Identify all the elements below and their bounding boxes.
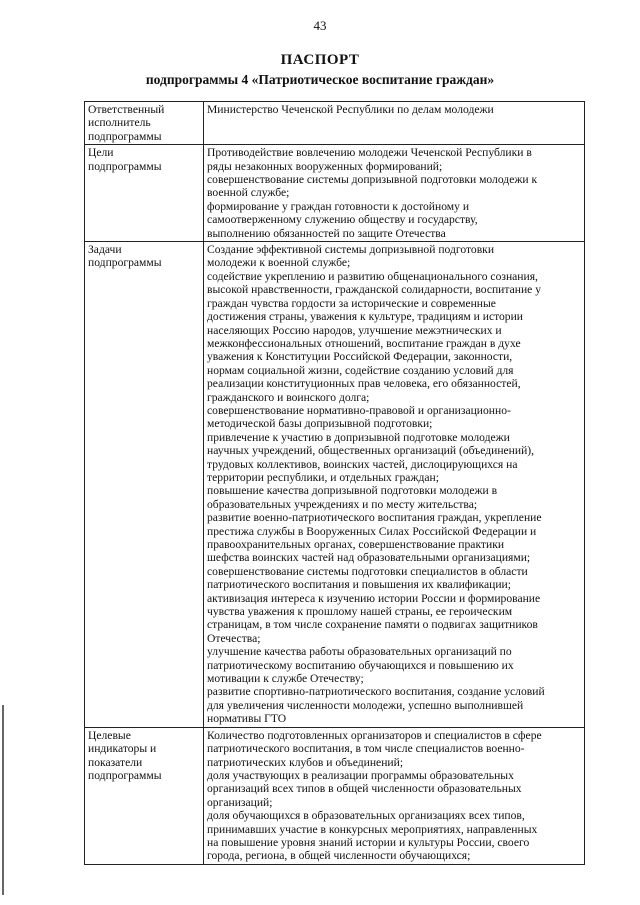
row-content-line: развитие военно-патриотического воспитания граждан, укрепление [207, 511, 542, 525]
row-content-line: улучшение качества работы образовательных организаций по [207, 645, 512, 659]
row-responsible-executor [85, 102, 585, 145]
row-content-line: доля обучающихся в образовательных организациях всех типов, [207, 809, 525, 823]
row-content-line: образовательных учреждениях и по месту жительства; [207, 497, 478, 511]
row-content-cell [204, 242, 585, 728]
row-content-line: научных учреждений, общественных организаций (объединений), [207, 444, 535, 458]
row-content-line: престижа службы в Вооруженных Силах Российской Федерации и [207, 524, 537, 538]
row-content-line: на повышение уровня знаний истории и культуры России, своего [207, 835, 530, 849]
document-subtitle: подпрограммы 4 «Патриотическое воспитание граждан» [145, 72, 495, 87]
row-content-cell [204, 102, 585, 145]
row-content-cell [204, 727, 585, 864]
row-content-line: чувства уважения к прошлому нашей страны, ее героическим [207, 605, 513, 619]
scan-edge-mark [2, 705, 4, 895]
row-label-line: Цели [88, 146, 114, 160]
row-indicators [85, 727, 585, 864]
row-content-line: содействие укреплению и развитию общенационального сознания, [207, 269, 538, 283]
row-content-line: привлечение к участию в допризывной подготовке молодежи [207, 430, 510, 444]
row-content-line: страницам, в том числе сохранение памяти о подвигах защитников [207, 618, 538, 632]
row-content-line: Количество подготовленных организаторов и специалистов в сфере [207, 728, 542, 742]
row-content-line: развитие спортивно-патриотического воспитания, создание условий [207, 685, 545, 699]
row-content-line: формирование у граждан готовности к достойному и [207, 199, 470, 213]
row-content-line: ряды незаконных вооруженных формирований; [207, 159, 443, 173]
row-label-line: показатели [88, 755, 143, 769]
row-content-line: организаций; [207, 795, 273, 809]
row-content-line: повышение качества допризывной подготовки молодежи в [207, 484, 498, 498]
row-content-line: активизация интереса к изучению истории России и формирование [207, 591, 541, 605]
row-content-cell [204, 145, 585, 242]
row-content-line: города, региона, в общей численности обучающихся; [207, 849, 471, 863]
row-label-line: исполнитель [88, 116, 151, 130]
row-content-line: шефства воинских частей над образовательными организациями; [207, 551, 531, 565]
row-content-line: высокой нравственности, гражданской солидарности, воспитание у [207, 283, 541, 297]
row-content-line: Противодействие вовлечению молодежи Чеченской Республики в [207, 146, 532, 160]
row-label-line: Целевые [88, 728, 131, 742]
row-content-line: Создание эффективной системы допризывной подготовки [207, 243, 495, 257]
row-content-line: патриотического воспитания и повышения их квалификации; [207, 578, 511, 592]
row-content-line: совершенствование системы допризывной подготовки молодежи к [207, 173, 538, 187]
row-content-line: правоохранительных органах, совершенствование практики [207, 538, 505, 551]
row-tasks [85, 242, 585, 728]
row-content-line: патриотических клубов и объединений; [207, 755, 404, 769]
row-content-line: мотивации к службе Отечеству; [207, 672, 364, 686]
row-content-line: уважения к Конституции Российской Федерации, законности, [207, 350, 513, 364]
row-content-line: гражданского и воинского долга; [207, 390, 370, 404]
row-content-line: молодежи к военной службе; [207, 256, 351, 270]
row-content-line: нормам социальной жизни, содействие созданию условий для [207, 363, 514, 377]
row-label-line: подпрограммы [88, 768, 162, 782]
row-content-line: населяющих Россию народов, улучшение межэтнических и [207, 323, 502, 337]
row-content-line: самоотверженному служению обществу и государству, [207, 213, 478, 227]
row-content-line: патриотического воспитания, в том числе специалистов военно- [207, 742, 525, 756]
row-content-line: Министерство Чеченской Республики по делам молодежи [207, 103, 494, 116]
row-content-line: территории республики, и отдельных граждан; [207, 470, 439, 484]
row-content-line: нормативы ГТО [207, 712, 287, 726]
row-content-line: достижения страны, уважения к культуре, традициям и истории [207, 310, 524, 324]
row-content-line: совершенствование нормативно-правовой и организационно- [207, 403, 511, 417]
row-label-cell [85, 145, 204, 242]
row-label-line: Ответственный [88, 103, 165, 116]
row-label-line: индикаторы и [88, 742, 157, 756]
row-content-line: межконфессиональных отношений, воспитание граждан в духе [207, 336, 521, 350]
document-title: ПАСПОРТ [280, 52, 360, 68]
row-label-line: Задачи [88, 243, 122, 257]
row-content-line: для увеличения численности молодежи, успешно выполнившей [207, 698, 524, 712]
row-content-line: методической базы допризывной подготовки; [207, 417, 433, 431]
row-content-line: граждан чувства гордости за исторические и современные [207, 296, 496, 310]
row-label-cell [85, 242, 204, 728]
row-content-line: принимавших участие в конкурсных мероприятиях, направленных [207, 822, 538, 836]
row-goals [85, 145, 585, 242]
row-content-line: трудовых коллективов, воинских частей, дислоцирующихся на [207, 457, 518, 471]
row-content-line: доля участвующих в реализации программы образовательных [207, 768, 514, 782]
row-content-line: военной службе; [207, 186, 290, 200]
row-content-line: организаций всех типов в общей численности образовательных [207, 782, 522, 796]
row-label-cell [85, 102, 204, 145]
row-content-line: совершенствование системы подготовки специалистов в области [207, 564, 528, 578]
row-content-line: выполнению обязанностей по защите Отечества [207, 226, 446, 240]
passport-table [84, 101, 585, 865]
row-label-line: подпрограммы [88, 129, 162, 143]
row-label-line: подпрограммы [88, 256, 162, 270]
row-label-cell [85, 727, 204, 864]
row-label-line: подпрограммы [88, 159, 162, 173]
row-content-line: Отечества; [207, 631, 261, 645]
row-content-line: реализации конституционных прав человека, его обязанностей, [207, 377, 521, 391]
row-content-line: патриотическому воспитанию обучающихся и повышению их [207, 658, 514, 672]
page-number: 43 [313, 18, 327, 33]
